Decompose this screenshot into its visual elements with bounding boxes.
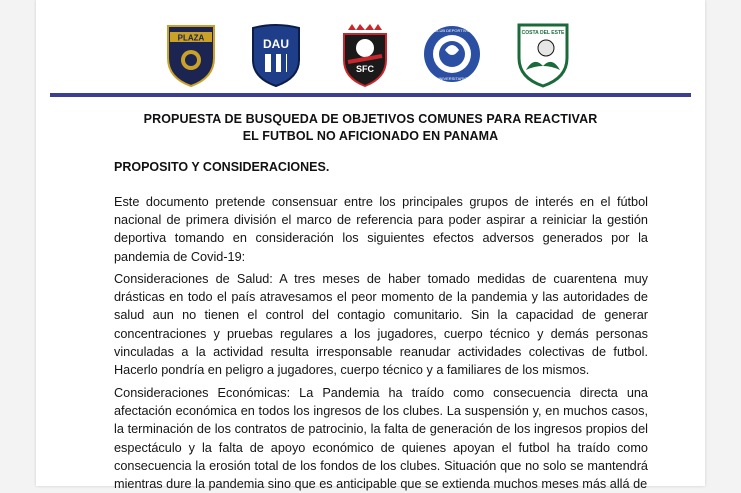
paragraph-purpose: Este documento pretende consensuar entre los principales grupos de interés en el fútbol nacional de primera división el marco de referencia para poder aspirar a reiniciar la gestión deportiva tomando en consideración los siguientes efectos adversos generados por la pandemia de Covid-19: [114,195,648,264]
costa-del-este-crest-logo [516,22,570,88]
svg-text:UNIVERSITARIO: UNIVERSITARIO [436,76,468,81]
document-page [36,0,705,492]
dau-crest-text: DAU [263,37,289,51]
paragraph-economic: Consideraciones Económicas: La Pandemia ha traído como consecuencia directa una afectación económica en todos los ingresos de los clubes. La suspensión y, en muchos casos, la terminación de los contratos de patrocinio, la falta de generación de los ingresos propios del espectáculo y la falta de apoyo económico de quienes apoyan el futbol ha traído como consecuencia la erosión total de los fondos de los clubes. Situación que no solo se mantendrá mientras dure la pandemia sino que es anticipable que se extienda muchos meses más allá de [114,386,648,492]
dau-crest-logo [249,22,303,88]
club-logos-row [36,22,705,92]
header-divider [50,93,691,97]
document-title-line-1: PROPUESTA DE BUSQUEDA DE OBJETIVOS COMUNES PARA REACTIVAR [143,112,598,126]
section-heading: PROPOSITO Y CONSIDERACIONES. [114,160,330,174]
paragraph-health: Consideraciones de Salud: A tres meses de haber tomado medidas de cuarentena muy drásticas en todo el país atravesamos el peor momento de la pandemia y las autoridades de salud aun no tienen el control del contagio comunitario. Sin la capacidad de generar concentraciones y pruebas regulares a los jugadores, cuerpo técnico y demás personas vinculadas a la actividad resulta irresponsable reanudar actividades colectivas de futbol. Hacerlo pondría en peligro a jugadores, cuerpo técnico y a familiares de los mismos. [114,272,648,378]
plaza-crest-logo [164,22,218,88]
svg-text:CLUB DEPORTIVO: CLUB DEPORTIVO [434,28,470,33]
sporting-crest-text: SFC [356,64,374,74]
document-title-line-2: EL FUTBOL NO AFICIONADO EN PANAMA [242,129,499,143]
plaza-crest-text: PLAZA [177,33,205,43]
universitario-crest-logo [422,22,482,88]
svg-text:COSTA DEL ESTE: COSTA DEL ESTE [521,30,565,36]
sporting-crest-logo [338,22,392,88]
